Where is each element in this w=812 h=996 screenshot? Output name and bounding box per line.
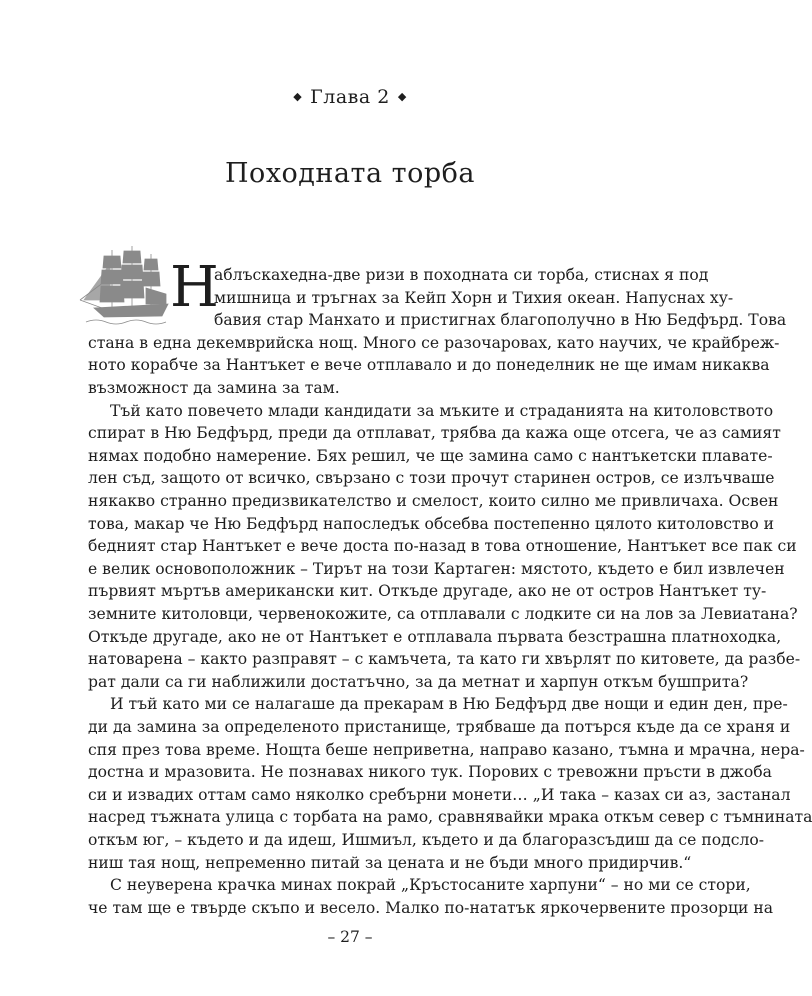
text-line: това, макар че Ню Бедфърд напоследък обсебва постепенно цялото китоловство и: [88, 514, 775, 533]
text-line: достна и мразовита. Не познавах никого тук. Порових с тревожни пръсти в джоба: [88, 763, 772, 782]
text-line: бедният стар Нантъкет е вече доста по-назад в това отношение, Нантъкет все пак си: [88, 537, 797, 556]
text-line: бавия стар Манхато и пристигнах благополучно в Ню Бедфърд. Това: [214, 311, 787, 330]
text-line: натоварена – както разправят – с камъчета, та като ги хвърлят по китовете, да разбе-: [88, 650, 801, 669]
text-line: Откъде другаде, ако не от Нантъкет е отплавала първата безстрашна платноходка,: [88, 627, 782, 646]
diamond-ornament-left-icon: ◆: [293, 90, 303, 103]
text-line: насред тъжната улица с торбата на рамо, сравнявайки мрака откъм север с тъмнината: [88, 808, 812, 827]
text-line: възможност да замина за там.: [88, 379, 340, 397]
chapter-label-text: Глава 2: [310, 86, 390, 108]
text-line: мишница и тръгнах за Кейп Хорн и Тихия океан. Напуснах ху-: [214, 288, 734, 307]
text-line: нямах подобно намерение. Бях решил, че ще замина само с нантъкетски плавате-: [88, 446, 773, 465]
text-line: земните китоловци, червенокожите, са отплавали с лодките си на лов за Левиатана?: [88, 605, 798, 623]
text-line: ното корабче за Нантъкет е вече отплавало и до понеделник не ще имам никаква: [88, 356, 770, 375]
text-line: е велик основоположник – Тирът на този Картаген: мястото, където е бил извлечен: [88, 559, 785, 578]
chapter-title: Походната торба: [225, 158, 475, 189]
text-line: аблъскахедна-две ризи в походната си торба, стиснах я под: [214, 266, 709, 284]
text-line: че там ще е твърде скъпо и весело. Малко по-нататък яркочервените прозорци на: [88, 898, 774, 917]
diamond-ornament-right-icon: ◆: [397, 90, 407, 103]
text-line: рат дали са ги наближили достатъчно, за да метнат и харпун откъм бушприта?: [88, 672, 749, 691]
sailing-ship-icon: [76, 242, 172, 328]
text-line: И тъй като ми се налагаше да прекарам в Ню Бедфърд две нощи и един ден, пре-: [110, 695, 788, 714]
text-line: откъм юг, – където и да идеш, Ишмиъл, където и да благоразсъдиш да се подсло-: [88, 831, 765, 849]
text-line: ди да замина за определеното пристанище, трябваше да потърся къде да се храня и: [88, 718, 791, 736]
page-number: – 27 –: [327, 928, 373, 946]
text-line: лен съд, защото от всичко, свързано с този прочут старинен остров, се излъчваше: [88, 469, 775, 488]
text-line: спя през това време. Нощта беше неприветна, направо казано, тъмна и мрачна, нера-: [88, 740, 805, 759]
drop-cap: Н: [170, 255, 219, 320]
text-line: спират в Ню Бедфърд, преди да отплават, трябва да кажа още отсега, че аз самият: [88, 424, 781, 443]
text-line: първият мъртъв американски кит. Откъде другаде, ако не от остров Нантъкет ту-: [88, 582, 767, 601]
text-line: ниш тая нощ, непременно питай за цената и не бъди много придирчив.“: [88, 853, 692, 872]
text-line: С неуверена крачка минах покрай „Кръстосаните харпуни“ – но ми се стори,: [110, 876, 751, 895]
chapter-label: [0, 86, 700, 108]
text-line: си и извадих оттам само няколко сребърни монети… „И така – казах си аз, застанал: [88, 785, 791, 804]
text-line: някакво странно предизвикателство и смелост, които силно ме привличаха. Освен: [88, 492, 779, 510]
text-line: стана в една декемврийска нощ. Много се разочаровах, като научих, че крайбреж-: [88, 333, 780, 352]
text-line: Тъй като повечето млади кандидати за мъките и страданията на китоловството: [110, 401, 774, 420]
